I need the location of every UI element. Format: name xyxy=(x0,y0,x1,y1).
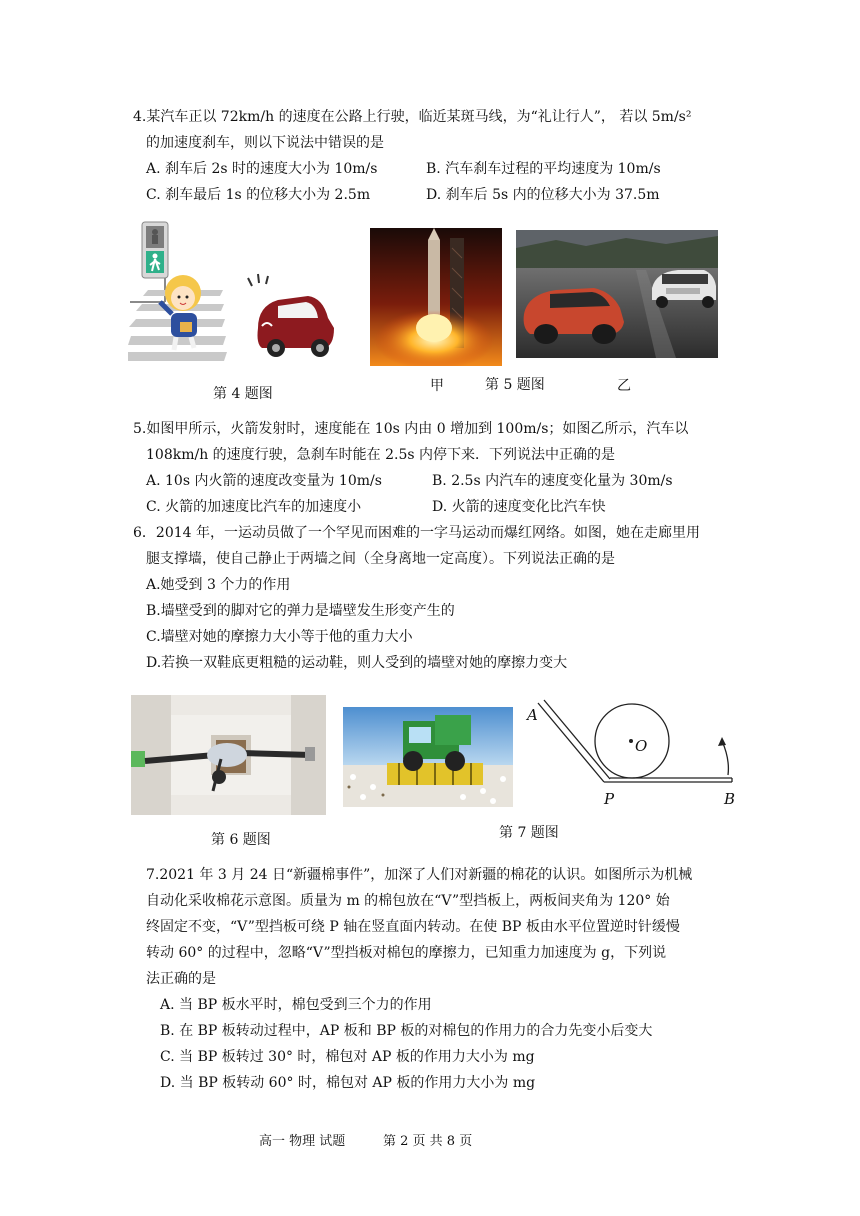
q5-option-d: D. 火箭的速度变化比汽车快 xyxy=(432,499,606,515)
q4-line2: 的加速度刹车，则以下说法中错误的是 xyxy=(146,135,384,151)
diagram-label-p: P xyxy=(604,790,615,808)
figure-5-caption: 第 5 题图 xyxy=(485,377,545,393)
q7-line4: 转动 60° 的过程中，忽略“V”型挡板对棉包的摩擦力，已知重力加速度为 g，下列说 xyxy=(146,945,667,961)
q6-option-a: A.她受到 3 个力的作用 xyxy=(146,577,291,593)
q7-line2: 自动化采收棉花示意图。质量为 m 的棉包放在“V”型挡板上，两板间夹角为 120° 始 xyxy=(146,893,670,909)
q4-option-c: C. 刹车最后 1s 的位移大小为 2.5m xyxy=(146,187,371,203)
figure-7-harvester-photo xyxy=(343,707,513,807)
q5-option-c: C. 火箭的加速度比汽车的加速度小 xyxy=(146,499,362,515)
q5-option-b: B. 2.5s 内汽车的速度变化量为 30m/s xyxy=(432,473,673,489)
diagram-label-b: B xyxy=(724,790,736,808)
figure-6-caption: 第 6 题图 xyxy=(211,832,271,848)
q6-option-c: C.墙壁对她的摩擦力大小等于他的重力大小 xyxy=(146,629,413,645)
q6-option-d: D.若换一双鞋底更粗糙的运动鞋，则人受到的墙壁对她的摩擦力变大 xyxy=(146,655,568,671)
q4-line1: 4.某汽车正以 72km/h 的速度在公路上行驶，临近某斑马线，为“礼让行人”， 若以 5m/s² xyxy=(133,109,692,125)
q7-line1: 7.2021 年 3 月 24 日“新疆棉事件”，加深了人们对新疆的棉花的认识。如图所示为机械 xyxy=(146,867,693,883)
footer-page-number: 第 2 页 共 8 页 xyxy=(383,1134,473,1149)
q7-option-b: B. 在 BP 板转动过程中，AP 板和 BP 板的对棉包的作用力的合力先变小后变大 xyxy=(160,1023,653,1039)
figure-5-cars-photo xyxy=(516,230,718,358)
q5-line2: 108km/h 的速度行驶，急刹车时能在 2.5s 内停下来．下列说法中正确的是 xyxy=(146,447,616,463)
figure-4-crosswalk xyxy=(128,218,350,368)
q7-option-c: C. 当 BP 板转过 30° 时，棉包对 AP 板的作用力大小为 mg xyxy=(160,1049,535,1065)
q4-option-d: D. 刹车后 5s 内的位移大小为 37.5m xyxy=(426,187,660,203)
footer-exam-title: 高一 物理 试题 xyxy=(259,1134,346,1149)
q6-line2: 腿支撑墙，使自己静止于两墙之间（全身离地一定高度）。下列说法正确的是 xyxy=(146,551,615,567)
q6-option-b: B.墙壁受到的脚对它的弹力是墙壁发生形变产生的 xyxy=(146,603,455,619)
q5-option-a: A. 10s 内火箭的速度改变量为 10m/s xyxy=(146,473,382,489)
figure-5-rocket-photo xyxy=(370,228,502,366)
q7-line5: 法正确的是 xyxy=(146,971,216,987)
figure-6-corridor-photo xyxy=(131,695,326,815)
figure-4-caption: 第 4 题图 xyxy=(213,386,273,402)
q7-option-a: A. 当 BP 板水平时，棉包受到三个力的作用 xyxy=(160,997,432,1013)
figure-7-caption: 第 7 题图 xyxy=(499,825,559,841)
figure-5-label-jia: 甲 xyxy=(430,378,444,394)
q7-option-d: D. 当 BP 板转动 60° 时，棉包对 AP 板的作用力大小为 mg xyxy=(160,1075,536,1091)
q6-line1: 6．2014 年，一运动员做了一个罕见而困难的一字马运动而爆红网络。如图，她在走廊里用 xyxy=(133,525,700,541)
figure-5-label-yi: 乙 xyxy=(617,378,631,394)
q4-option-a: A. 刹车后 2s 时的速度大小为 10m/s xyxy=(146,161,378,177)
q4-option-b: B. 汽车刹车过程的平均速度为 10m/s xyxy=(426,161,661,177)
q5-line1: 5.如图甲所示，火箭发射时，速度能在 10s 内由 0 增加到 100m/s；如图乙所示，汽车以 xyxy=(133,421,689,437)
q7-line3: 终固定不变，“V”型挡板可绕 P 轴在竖直面内转动。在使 BP 板由水平位置逆时针缓慢 xyxy=(146,919,680,935)
diagram-label-a: A xyxy=(527,706,538,724)
diagram-label-o: O xyxy=(635,737,648,755)
